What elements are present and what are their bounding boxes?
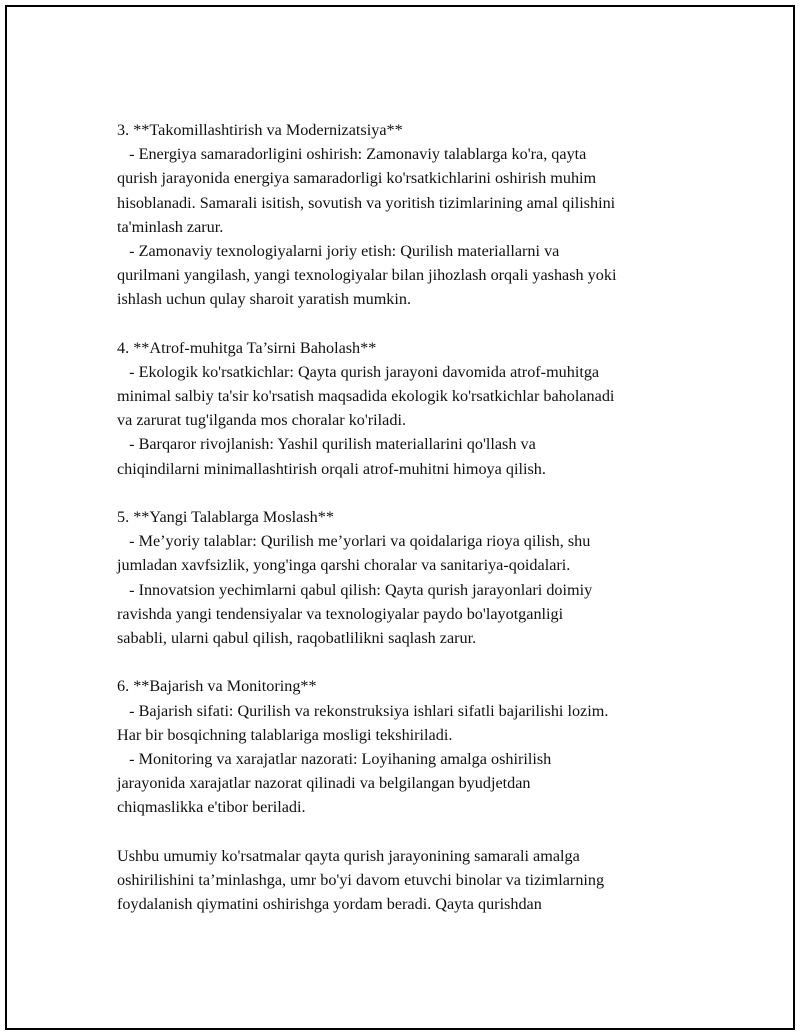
list-item <box>117 747 697 820</box>
text-line: - Monitoring va xarajatlar nazorati: Loyihaning amalga oshirilish <box>117 749 552 768</box>
text-line: chiqmaslikka e'tibor beriladi. <box>117 798 306 817</box>
text-line: sababli, ularni qabul qilish, raqobatlilikni saqlash zarur. <box>117 628 477 647</box>
text-line: va zarurat tug'ilganda mos choralar ko'riladi. <box>117 411 407 430</box>
text-line: foydalanish qiymatini oshirishga yordam beradi. Qayta qurishdan <box>117 895 542 913</box>
text-line: Ushbu umumiy ko'rsatmalar qayta qurish jarayonining samarali amalga <box>117 846 580 865</box>
list-item <box>117 578 697 651</box>
list-item <box>117 360 697 433</box>
section-4 <box>117 336 697 481</box>
list-item <box>117 142 697 239</box>
list-item <box>117 529 697 577</box>
text-line: Har bir bosqichning talablariga mosligi tekshiriladi. <box>117 725 453 744</box>
text-line: ishlash uchun qulay sharoit yaratish mumkin. <box>117 290 412 309</box>
section-3 <box>117 118 697 312</box>
text-line: jarayonida xarajatlar nazorat qilinadi va belgilangan byudjetdan <box>117 774 531 793</box>
paragraph-gap <box>117 312 697 336</box>
section-heading: 5. **Yangi Talablarga Moslash** <box>117 508 334 526</box>
text-line: ta'minlash zarur. <box>117 217 224 236</box>
text-line: - Bajarish sifati: Qurilish va rekonstruksiya ishlari sifatli bajarilishi lozim. <box>117 701 609 720</box>
section-5 <box>117 505 697 650</box>
section-heading: 3. **Takomillashtirish va Modernizatsiya** <box>117 121 403 139</box>
section-6 <box>117 674 697 819</box>
text-line: qurish jarayonida energiya samaradorligi ko'rsatkichlarini oshirish muhim <box>117 169 597 188</box>
text-line: chiqindilarni minimallashtirish orqali atrof-muhitni himoya qilish. <box>117 459 546 478</box>
text-line: minimal salbiy ta'sir ko'rsatish maqsadida ekologik ko'rsatkichlar baholanadi <box>117 387 615 406</box>
text-line: - Energiya samaradorligini oshirish: Zamonaviy talablarga ko'ra, qayta <box>117 145 587 164</box>
paragraph-gap <box>117 819 697 843</box>
text-line: - Innovatsion yechimlarni qabul qilish: Qayta qurish jarayonlari doimiy <box>117 580 593 599</box>
text-line: qurilmani yangilash, yangi texnologiyalar bilan jihozlash orqali yashash yoki <box>117 266 617 285</box>
text-line: - Zamonaviy texnologiyalarni joriy etish: Qurilish materiallarni va <box>117 241 560 260</box>
text-line: hisoblanadi. Samarali isitish, sovutish va yoritish tizimlarining amal qilishini <box>117 193 616 212</box>
text-line: - Me’yoriy talablar: Qurilish me’yorlari va qoidalariga rioya qilish, shu <box>117 532 591 551</box>
list-item <box>117 432 697 480</box>
list-item <box>117 239 697 312</box>
paragraph-gap <box>117 481 697 505</box>
text-line: jumladan xavfsizlik, yong'inga qarshi choralar va sanitariya-qoidalari. <box>117 556 571 575</box>
list-item <box>117 699 697 747</box>
text-line: oshirilishini ta’minlashga, umr bo'yi davom etuvchi binolar va tizimlarning <box>117 870 605 889</box>
section-heading: 6. **Bajarish va Monitoring** <box>117 677 317 696</box>
conclusion-paragraph <box>117 844 697 917</box>
document-body <box>117 118 697 916</box>
text-line: - Ekologik ko'rsatkichlar: Qayta qurish jarayoni davomida atrof-muhitga <box>117 362 600 381</box>
text-line: - Barqaror rivojlanish: Yashil qurilish materiallarini qo'llash va <box>117 435 536 454</box>
text-line: ravishda yangi tendensiyalar va texnologiyalar paydo bo'layotganligi <box>117 604 564 623</box>
section-heading: 4. **Atrof-muhitga Ta’sirni Baholash** <box>117 338 377 357</box>
paragraph-gap <box>117 650 697 674</box>
